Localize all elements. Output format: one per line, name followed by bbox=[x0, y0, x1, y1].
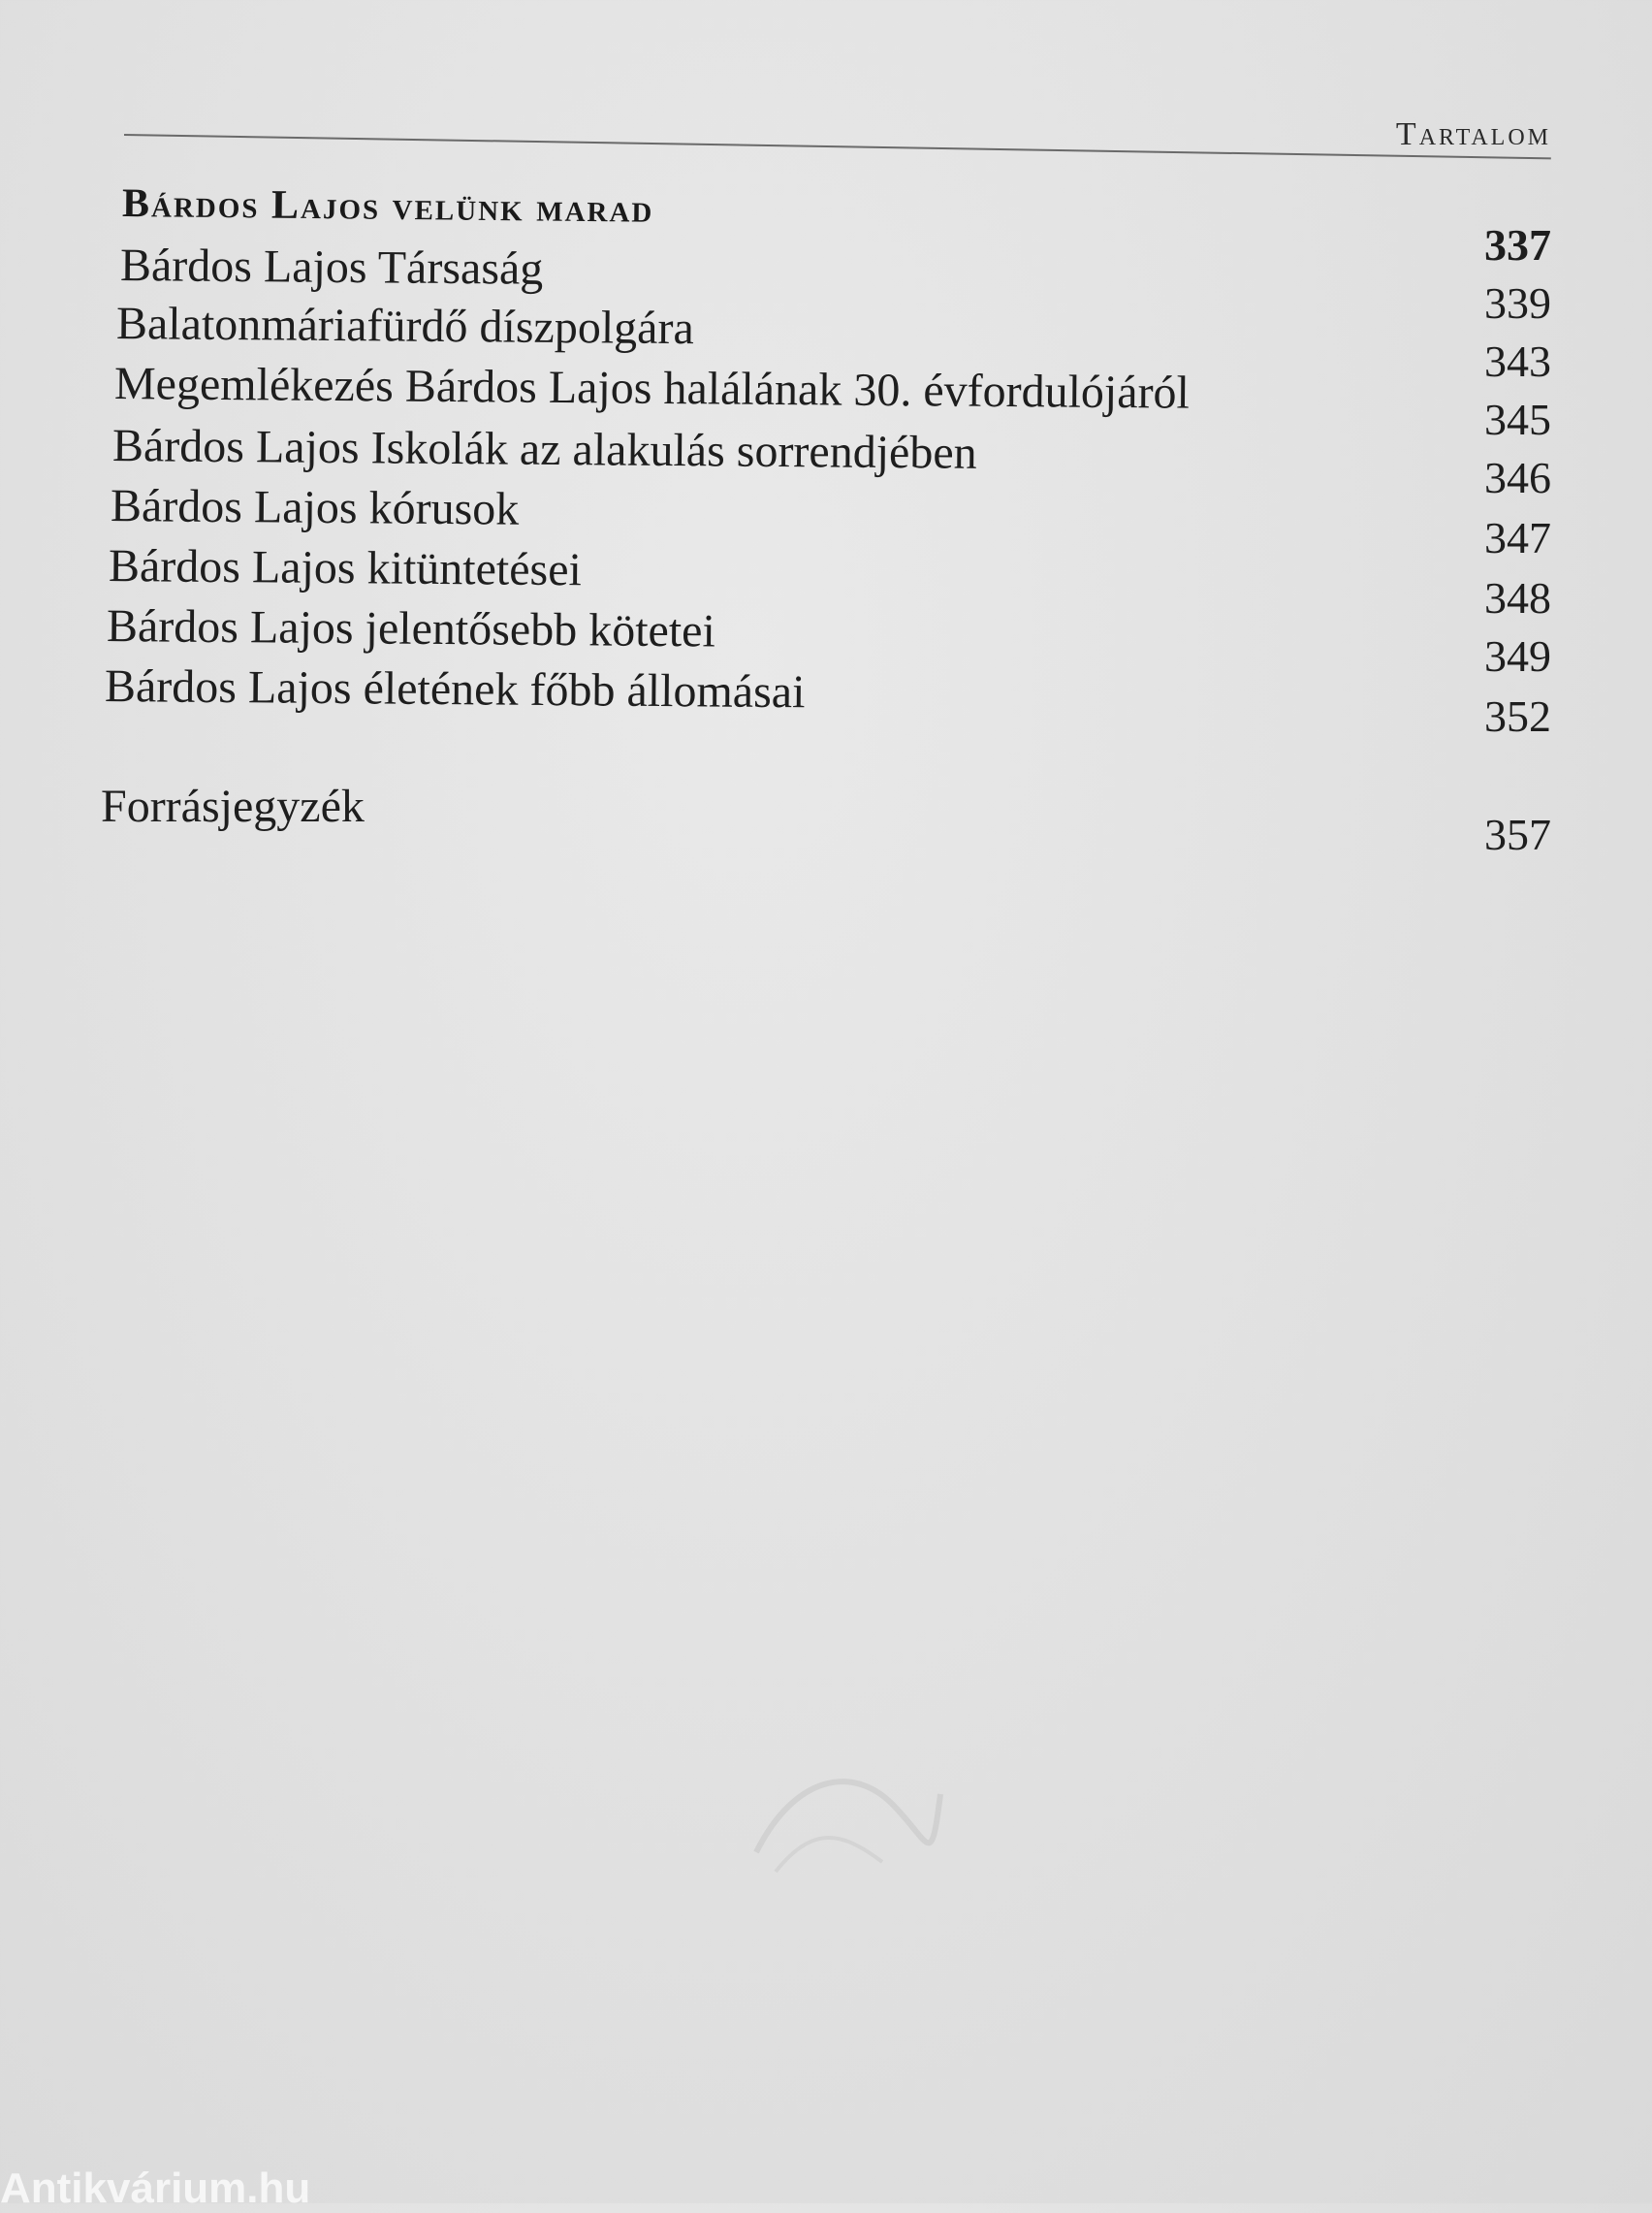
watermark-text: Antikvárium.hu bbox=[0, 2165, 311, 2212]
toc-entry-title: Balatonmáriafürdő díszpolgára bbox=[115, 298, 694, 355]
toc-entry-title: Bárdos Lajos Társaság bbox=[119, 240, 544, 295]
toc-entry-title: Bárdos Lajos jelentősebb kötetei bbox=[106, 600, 716, 657]
toc-entry-title: Bárdos Lajos életének főbb állomásai bbox=[104, 660, 806, 719]
toc-page-number: 348 bbox=[1484, 573, 1551, 623]
bibliography-title: Forrásjegyzék bbox=[101, 781, 365, 832]
toc-page-number: 345 bbox=[1484, 395, 1551, 444]
show-through-mark bbox=[737, 1736, 950, 1891]
toc-entry-title: Megemlékezés Bárdos Lajos halálának 30. évfordulójáról bbox=[113, 358, 1191, 419]
toc-page-number: 346 bbox=[1484, 453, 1551, 502]
toc-entry-title: Bárdos Lajos Iskolák az alakulás sorrendjében bbox=[111, 420, 977, 479]
toc-page-number: 337 bbox=[1484, 220, 1551, 270]
running-head: Tartalom bbox=[1395, 116, 1551, 152]
toc-page-number: 343 bbox=[1484, 337, 1551, 386]
toc-entry-title: Bárdos Lajos kitüntetései bbox=[108, 540, 583, 596]
toc-page-number: 349 bbox=[1484, 631, 1551, 681]
toc-entry-title: Bárdos Lajos kórusok bbox=[110, 480, 520, 535]
toc-page-number: 352 bbox=[1484, 691, 1551, 741]
toc-page-number: 347 bbox=[1484, 513, 1551, 562]
header-rule bbox=[124, 134, 1551, 159]
bibliography-page-number: 357 bbox=[1484, 810, 1551, 859]
section-title: Bárdos Lajos velünk marad bbox=[121, 181, 654, 232]
toc-page-number: 339 bbox=[1484, 278, 1551, 328]
